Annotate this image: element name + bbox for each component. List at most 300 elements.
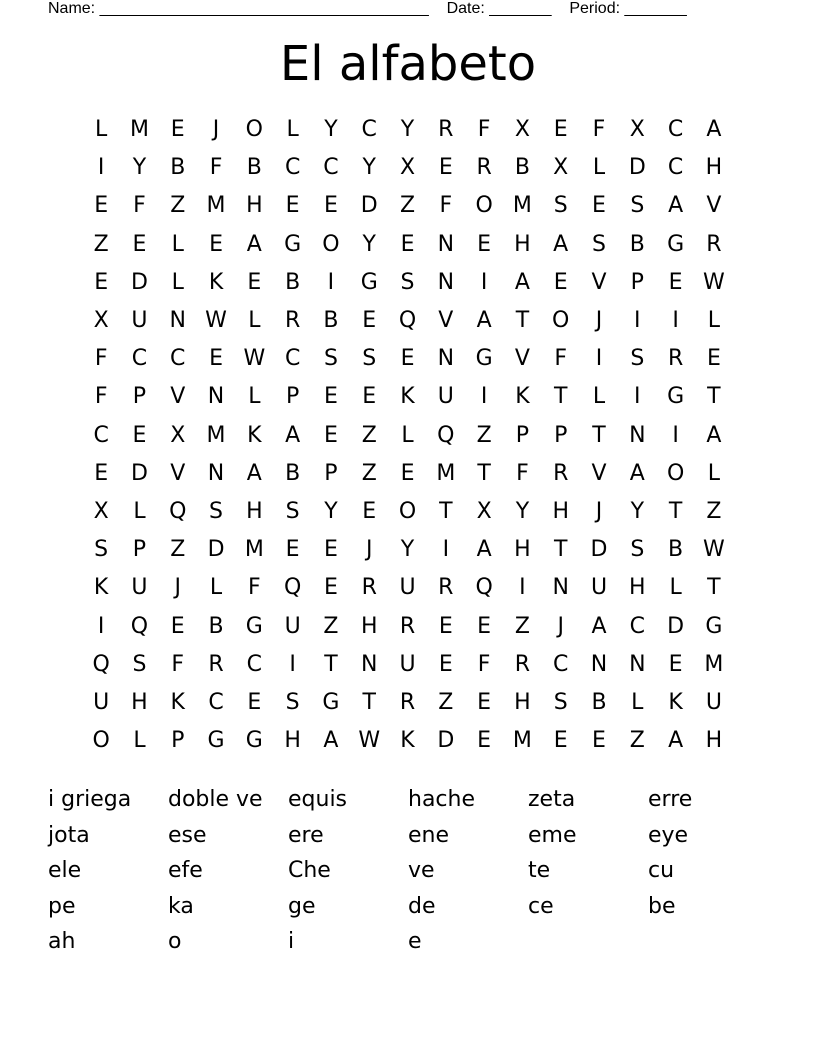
- grid-letter: X: [399, 155, 416, 181]
- grid-letter: S: [209, 498, 224, 524]
- grid-letter: C: [284, 346, 301, 372]
- grid-letter: L: [707, 308, 721, 334]
- grid-letter: B: [668, 537, 684, 563]
- grid-letter: E: [400, 346, 415, 372]
- word-bank-item: erre: [648, 787, 693, 813]
- grid-letter: G: [245, 728, 263, 754]
- grid-row: [82, 187, 734, 225]
- grid-letter: C: [170, 346, 186, 372]
- grid-letter: U: [131, 575, 148, 601]
- grid-letter: S: [132, 651, 147, 677]
- grid-letter: C: [208, 689, 224, 715]
- grid-letter: Z: [323, 613, 339, 639]
- grid-letter: F: [477, 117, 491, 143]
- grid-letter: M: [244, 537, 264, 563]
- grid-letter: N: [169, 308, 186, 334]
- grid-letter: B: [285, 269, 301, 295]
- word-bank-item: ka: [168, 893, 194, 919]
- grid-letter: S: [630, 193, 645, 219]
- grid-row: [82, 111, 734, 149]
- grid-letter: Q: [475, 575, 493, 601]
- grid-letter: H: [514, 537, 531, 563]
- grid-letter: Z: [629, 728, 645, 754]
- grid-letter: R: [361, 575, 377, 601]
- grid-letter: E: [323, 422, 338, 448]
- grid-letter: E: [668, 651, 683, 677]
- grid-letter: R: [399, 613, 416, 639]
- grid-letter: Z: [438, 689, 454, 715]
- grid-letter: H: [246, 193, 263, 219]
- grid-letter: B: [285, 460, 301, 486]
- grid-letter: E: [477, 728, 492, 754]
- grid-row: [82, 340, 734, 378]
- grid-letter: P: [132, 537, 147, 563]
- grid-letter: O: [92, 728, 110, 754]
- grid-letter: Z: [170, 193, 186, 219]
- grid-letter: K: [170, 689, 185, 715]
- grid-letter: L: [95, 117, 108, 143]
- grid-letter: R: [553, 460, 569, 486]
- grid-letter: E: [668, 269, 683, 295]
- grid-letter: F: [248, 575, 261, 601]
- grid-letter: Z: [361, 460, 377, 486]
- grid-letter: I: [672, 422, 679, 448]
- grid-letter: A: [246, 231, 262, 257]
- grid-letter: H: [705, 155, 723, 181]
- grid-letter: H: [514, 689, 531, 715]
- grid-letter: E: [132, 422, 147, 448]
- grid-letter: W: [703, 537, 725, 563]
- grid-letter: O: [398, 498, 417, 524]
- grid-letter: F: [171, 651, 185, 677]
- grid-letter: H: [552, 498, 569, 524]
- grid-letter: E: [477, 613, 492, 639]
- grid-row: [82, 684, 734, 722]
- grid-letter: S: [323, 346, 338, 372]
- grid-letter: Z: [93, 231, 109, 257]
- grid-letter: N: [629, 422, 646, 448]
- grid-letter: T: [515, 308, 530, 334]
- grid-letter: P: [630, 269, 644, 295]
- grid-letter: C: [284, 155, 301, 181]
- grid-letter: T: [439, 498, 453, 524]
- grid-letter: B: [323, 308, 339, 334]
- grid-letter: L: [133, 498, 146, 524]
- grid-letter: A: [668, 193, 684, 219]
- grid-letter: L: [631, 689, 644, 715]
- word-bank-item: eme: [528, 822, 577, 848]
- grid-letter: E: [247, 269, 262, 295]
- word-bank-item: te: [528, 858, 551, 884]
- grid-letter: Q: [92, 651, 110, 677]
- grid-letter: E: [323, 193, 338, 219]
- grid-letter: L: [286, 117, 299, 143]
- grid-letter: B: [514, 155, 530, 181]
- grid-letter: C: [553, 651, 569, 677]
- grid-letter: L: [707, 460, 721, 486]
- grid-row: [82, 264, 734, 302]
- grid-letter: K: [247, 422, 262, 448]
- grid-letter: K: [400, 728, 415, 754]
- grid-letter: T: [362, 689, 376, 715]
- grid-letter: I: [480, 269, 488, 295]
- grid-letter: T: [324, 651, 338, 677]
- header-fields: Name: _____________________________________ Date: _______ Period: _______: [48, 0, 687, 17]
- grid-letter: U: [131, 308, 148, 334]
- grid-letter: K: [93, 575, 109, 601]
- grid-letter: R: [438, 117, 454, 143]
- grid-row: [82, 722, 734, 760]
- word-bank-item: ge: [288, 893, 316, 919]
- grid-letter: H: [131, 689, 148, 715]
- grid-letter: E: [438, 651, 453, 677]
- grid-letter: T: [592, 422, 606, 448]
- grid-letter: F: [439, 193, 453, 219]
- word-bank-item: ere: [288, 822, 324, 848]
- grid-letter: W: [205, 308, 227, 334]
- word-bank-item: doble ve: [168, 787, 263, 813]
- grid-letter: E: [94, 460, 109, 486]
- grid-letter: K: [668, 689, 683, 715]
- grid-letter: Q: [283, 575, 302, 601]
- grid-letter: G: [207, 728, 225, 754]
- grid-letter: E: [592, 193, 606, 219]
- grid-row: [82, 149, 734, 187]
- grid-letter: A: [706, 117, 722, 143]
- grid-letter: H: [360, 613, 378, 639]
- grid-letter: N: [590, 651, 608, 677]
- grid-letter: O: [666, 460, 685, 486]
- grid-letter: G: [245, 613, 263, 639]
- grid-letter: E: [553, 728, 568, 754]
- grid-letter: Y: [132, 155, 147, 181]
- word-bank-item: equis: [288, 787, 348, 813]
- word-bank-item: Che: [288, 858, 331, 884]
- grid-letter: R: [438, 575, 454, 601]
- grid-letter: E: [553, 269, 568, 295]
- grid-letter: U: [705, 689, 722, 715]
- grid-letter: J: [174, 575, 181, 601]
- grid-letter: D: [628, 155, 646, 181]
- grid-letter: V: [591, 460, 607, 486]
- grid-letter: B: [629, 231, 645, 257]
- word-bank-item: de: [408, 893, 436, 919]
- grid-letter: L: [669, 575, 682, 601]
- grid-letter: Q: [169, 498, 187, 524]
- word-bank-item: hache: [408, 787, 475, 813]
- grid-letter: D: [130, 460, 148, 486]
- grid-letter: Z: [399, 193, 416, 219]
- grid-letter: P: [132, 384, 147, 410]
- grid-letter: J: [595, 308, 603, 334]
- grid-letter: E: [477, 231, 492, 257]
- grid-letter: Y: [515, 498, 530, 524]
- grid-letter: O: [475, 193, 493, 219]
- grid-letter: M: [206, 422, 226, 448]
- grid-row: [82, 607, 734, 645]
- letter-grid: [82, 111, 734, 760]
- grid-letter: Z: [514, 613, 530, 639]
- grid-letter: N: [207, 384, 225, 410]
- grid-letter: I: [595, 346, 603, 372]
- grid-letter: H: [705, 728, 723, 754]
- grid-letter: T: [553, 384, 568, 410]
- grid-letter: T: [553, 537, 568, 563]
- grid-letter: X: [514, 117, 530, 143]
- grid-letter: H: [284, 728, 301, 754]
- grid-letter: R: [706, 231, 722, 257]
- word-bank-item: cu: [648, 858, 675, 884]
- grid-letter: N: [437, 231, 455, 257]
- grid-letter: E: [323, 384, 338, 410]
- grid-letter: I: [519, 575, 526, 601]
- grid-letter: O: [322, 231, 340, 257]
- grid-row: [82, 378, 734, 416]
- word-bank-item: i griega: [48, 787, 132, 813]
- grid-letter: L: [248, 308, 261, 334]
- grid-letter: E: [323, 575, 338, 601]
- grid-letter: R: [208, 651, 224, 677]
- grid-letter: T: [707, 575, 721, 601]
- grid-letter: P: [285, 384, 300, 410]
- grid-letter: Y: [362, 155, 376, 181]
- grid-letter: X: [629, 117, 645, 143]
- word-bank-item: i: [288, 929, 295, 955]
- grid-letter: I: [480, 384, 488, 410]
- word-bank-item: eye: [648, 822, 689, 848]
- page-title: El alfabeto: [279, 36, 537, 92]
- grid-row: [82, 531, 734, 569]
- grid-letter: Z: [476, 422, 492, 448]
- grid-letter: C: [323, 155, 339, 181]
- grid-letter: C: [93, 422, 109, 448]
- grid-letter: V: [706, 193, 722, 219]
- word-bank-item: be: [648, 893, 676, 919]
- grid-letter: J: [365, 537, 373, 563]
- grid-letter: E: [94, 193, 109, 219]
- grid-letter: E: [438, 613, 453, 639]
- grid-row: [82, 455, 734, 493]
- grid-letter: F: [592, 117, 606, 143]
- grid-letter: A: [323, 728, 339, 754]
- grid-letter: H: [629, 575, 646, 601]
- grid-letter: E: [438, 155, 453, 181]
- word-bank-row: [48, 853, 768, 889]
- grid-letter: F: [209, 155, 223, 181]
- grid-letter: S: [592, 231, 606, 257]
- grid-letter: L: [592, 155, 606, 181]
- word-bank-item: jota: [48, 822, 90, 848]
- grid-letter: U: [590, 575, 608, 601]
- grid-row: [82, 569, 734, 607]
- grid-letter: A: [591, 613, 607, 639]
- grid-letter: E: [553, 117, 568, 143]
- grid-letter: S: [285, 498, 300, 524]
- grid-letter: F: [516, 460, 529, 486]
- grid-letter: A: [706, 422, 722, 448]
- grid-letter: X: [170, 422, 186, 448]
- grid-letter: E: [94, 269, 109, 295]
- grid-letter: X: [93, 308, 109, 334]
- grid-letter: U: [437, 384, 454, 410]
- grid-letter: F: [133, 193, 146, 219]
- grid-letter: W: [703, 269, 725, 295]
- grid-letter: H: [514, 231, 531, 257]
- grid-letter: S: [94, 537, 109, 563]
- word-bank-item: ah: [48, 929, 76, 955]
- word-bank-row: [48, 889, 768, 925]
- grid-letter: M: [704, 651, 724, 677]
- grid-letter: A: [553, 231, 569, 257]
- grid-letter: E: [362, 384, 377, 410]
- grid-letter: B: [591, 689, 607, 715]
- word-bank-row: [48, 782, 768, 818]
- grid-row: [82, 646, 734, 684]
- grid-letter: O: [552, 308, 570, 334]
- grid-row: [82, 226, 734, 264]
- grid-letter: I: [289, 651, 296, 677]
- word-bank-item: pe: [48, 893, 76, 919]
- grid-letter: N: [629, 651, 646, 677]
- word-bank-item: zeta: [528, 787, 576, 813]
- word-bank-item: ele: [48, 858, 82, 884]
- grid-letter: M: [206, 193, 226, 219]
- grid-letter: Y: [362, 231, 376, 257]
- grid-letter: G: [322, 689, 340, 715]
- grid-letter: E: [400, 460, 415, 486]
- grid-letter: T: [477, 460, 491, 486]
- grid-letter: N: [207, 460, 225, 486]
- grid-letter: K: [208, 269, 224, 295]
- grid-letter: E: [706, 346, 721, 372]
- word-bank-row: [48, 818, 768, 854]
- grid-letter: D: [207, 537, 225, 563]
- grid-letter: B: [246, 155, 262, 181]
- grid-letter: N: [360, 651, 378, 677]
- grid-letter: G: [360, 269, 378, 295]
- grid-letter: D: [130, 269, 148, 295]
- grid-letter: L: [171, 231, 184, 257]
- grid-letter: S: [630, 346, 645, 372]
- grid-letter: A: [285, 422, 301, 448]
- grid-letter: M: [436, 460, 456, 486]
- grid-letter: A: [476, 308, 492, 334]
- grid-letter: E: [362, 308, 377, 334]
- grid-letter: I: [442, 537, 450, 563]
- grid-letter: V: [591, 269, 607, 295]
- grid-letter: Y: [324, 498, 338, 524]
- grid-letter: S: [400, 269, 415, 295]
- grid-letter: R: [476, 155, 492, 181]
- grid-letter: E: [170, 613, 185, 639]
- grid-letter: E: [209, 346, 223, 372]
- grid-letter: S: [553, 193, 568, 219]
- grid-letter: A: [668, 728, 684, 754]
- grid-letter: I: [97, 155, 105, 181]
- grid-letter: V: [514, 346, 530, 372]
- grid-letter: S: [362, 346, 377, 372]
- grid-letter: Z: [361, 422, 377, 448]
- grid-letter: D: [360, 193, 378, 219]
- grid-letter: K: [515, 384, 530, 410]
- grid-letter: G: [667, 231, 685, 257]
- grid-letter: E: [285, 537, 300, 563]
- word-bank-item: ce: [528, 893, 554, 919]
- grid-letter: F: [477, 651, 491, 677]
- grid-letter: P: [324, 460, 338, 486]
- grid-letter: W: [358, 728, 381, 754]
- grid-letter: Z: [706, 498, 722, 524]
- grid-letter: C: [361, 117, 377, 143]
- grid-letter: F: [94, 384, 108, 410]
- grid-letter: Q: [130, 613, 149, 639]
- grid-letter: G: [705, 613, 723, 639]
- word-bank-item: ene: [408, 822, 450, 848]
- grid-letter: A: [476, 537, 492, 563]
- grid-letter: Y: [630, 498, 645, 524]
- word-bank-row: [48, 924, 768, 960]
- grid-letter: C: [667, 155, 684, 181]
- grid-letter: Q: [398, 308, 417, 334]
- grid-letter: R: [514, 651, 531, 677]
- grid-letter: P: [171, 728, 185, 754]
- grid-letter: L: [133, 728, 146, 754]
- grid-letter: M: [512, 728, 532, 754]
- grid-letter: N: [437, 269, 455, 295]
- grid-letter: H: [246, 498, 263, 524]
- grid-letter: Q: [437, 422, 455, 448]
- grid-letter: L: [592, 384, 606, 410]
- grid-letter: R: [399, 689, 416, 715]
- grid-letter: M: [512, 193, 532, 219]
- grid-letter: R: [667, 346, 684, 372]
- grid-letter: I: [97, 613, 105, 639]
- word-bank-item: o: [168, 929, 182, 955]
- grid-letter: Y: [324, 117, 338, 143]
- grid-letter: S: [285, 689, 300, 715]
- grid-letter: E: [247, 689, 262, 715]
- grid-letter: D: [667, 613, 685, 639]
- grid-letter: I: [634, 308, 641, 334]
- grid-letter: I: [634, 384, 641, 410]
- grid-letter: U: [399, 575, 416, 601]
- grid-letter: J: [212, 117, 220, 143]
- grid-letter: C: [131, 346, 148, 372]
- grid-letter: D: [437, 728, 455, 754]
- grid-letter: N: [552, 575, 569, 601]
- grid-letter: E: [323, 537, 338, 563]
- grid-letter: A: [246, 460, 262, 486]
- grid-letter: S: [630, 537, 645, 563]
- word-bank: [48, 782, 768, 960]
- grid-letter: G: [475, 346, 493, 372]
- grid-letter: Z: [170, 537, 186, 563]
- grid-letter: V: [170, 384, 186, 410]
- grid-letter: L: [171, 269, 184, 295]
- grid-letter: G: [284, 231, 302, 257]
- grid-letter: L: [209, 575, 223, 601]
- grid-letter: I: [327, 269, 335, 295]
- grid-letter: B: [170, 155, 186, 181]
- grid-letter: X: [93, 498, 109, 524]
- grid-letter: E: [209, 231, 223, 257]
- grid-letter: R: [284, 308, 301, 334]
- grid-letter: E: [170, 117, 185, 143]
- word-bank-item: ese: [168, 822, 207, 848]
- grid-letter: N: [437, 346, 455, 372]
- grid-row: [82, 302, 734, 340]
- grid-letter: F: [94, 346, 108, 372]
